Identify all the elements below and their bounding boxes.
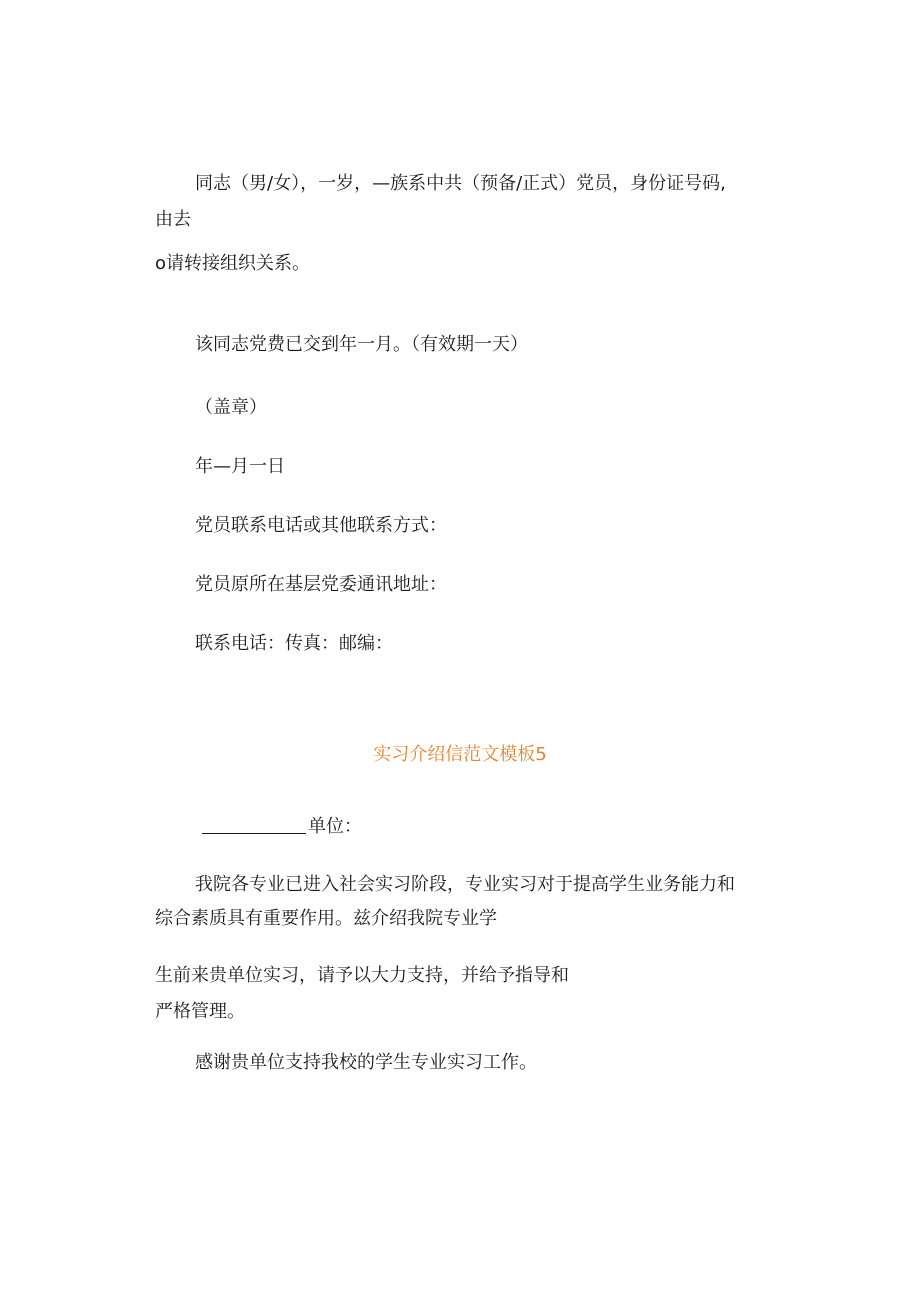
letter1-para1-line2: 由去 [155, 209, 191, 230]
letter1-fee-line: 该同志党费已交到年一月。（有效期一天） [195, 334, 528, 355]
letter2-body-line1: 我院各专业已进入社会实习阶段，专业实习对于提高学生业务能力和 [195, 874, 735, 895]
letter1-address: 党员原所在基层党委通讯地址： [195, 574, 447, 595]
letter2-recipient [202, 815, 362, 839]
letter2-title: 实习介绍信范文模板5 [373, 744, 547, 765]
letter1-phone-fax-zip: 联系电话：传真：邮编： [195, 633, 393, 654]
letter1-seal: （盖章） [195, 397, 267, 418]
letter2-body-line3: 生前来贵单位实习，请予以大力支持，并给予指导和 [155, 965, 569, 986]
letter2-thanks: 感谢贵单位支持我校的学生专业实习工作。 [195, 1052, 537, 1073]
letter1-para1-line3: o请转接组织关系。 [155, 253, 311, 274]
letter1-date: 年—月一日 [195, 456, 285, 477]
letter2-body-line4: 严格管理。 [155, 1001, 245, 1022]
letter2-body-line2: 综合素质具有重要作用。兹介绍我院专业学 [155, 908, 497, 929]
letter1-contact: 党员联系电话或其他联系方式： [195, 515, 447, 536]
letter1-para1-line1: 同志（男/女），一岁，—族系中共（预备/正式）党员，身份证号码, [195, 173, 726, 194]
recipient-blank-line [202, 815, 306, 834]
recipient-suffix: 单位： [308, 816, 362, 837]
